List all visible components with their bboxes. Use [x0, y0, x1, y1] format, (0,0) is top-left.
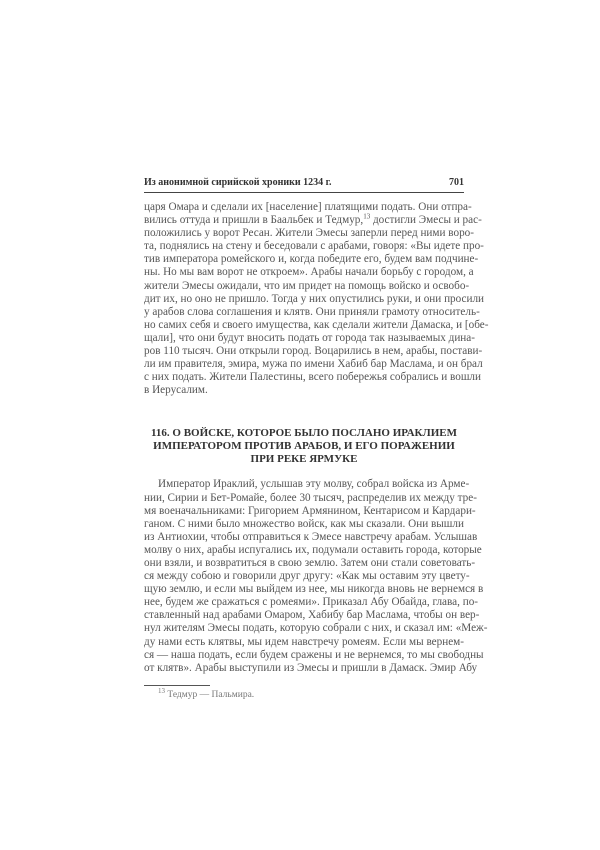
text-segment: вились оттуда и пришли в Баальбек и Тедмур, [144, 214, 364, 227]
text-line: у арабов слова соглашения и клятв. Они приняли грамоту относитель- [144, 305, 480, 318]
text-line: в Иерусалим. [144, 384, 208, 397]
page-number: 701 [449, 177, 464, 188]
text-line: с них подать. Жители Палестины, всего побережья собрались и вошли [144, 371, 482, 384]
footnote [144, 686, 464, 700]
text-line: молву о них, арабы испугались их, подумали оставить города, которые [144, 543, 482, 556]
heading-line: 116. О ВОЙСКЕ, КОТОРОЕ БЫЛО ПОСЛАНО ИРАКЛИЕМ [151, 427, 457, 440]
text-line [144, 212, 482, 227]
text-line: мя военачальниками: Григорием Армянином, Кентарисом и Кардари- [144, 504, 476, 517]
text-line: ся между собою и говорили друг другу: «Как мы оставим эту цвету- [144, 570, 470, 583]
running-title: Из анонимной сирийской хроники 1234 г. [144, 177, 332, 188]
chapter-heading [144, 427, 464, 466]
footnote-rule [144, 685, 210, 686]
paragraph-1 [144, 201, 489, 397]
text-line: нее, будем же сражаться с ромеями». Приказал Абу Обайда, глава, по- [144, 596, 479, 609]
book-page [144, 176, 489, 700]
text-line: из Антиохии, чтобы отправиться к Эмесе навстречу арабам. Услышав [144, 530, 478, 543]
text-line: но самих себя и своего имущества, как сделали жители Дамаска, и [обе- [144, 318, 489, 331]
text-line: ны. Но мы вам ворот не откроем». Арабы начали борьбу с городом, а [144, 266, 474, 279]
text-line: они взяли, и возвратиться в свою землю. Затем они стали советовать- [144, 556, 476, 569]
text-line: нии, Сирии и Бет-Ромайе, более 30 тысяч, распределив их между тре- [144, 491, 477, 504]
text-line: царя Омара и сделали их [население] платящими подать. Они отпра- [144, 201, 472, 213]
running-header [144, 176, 464, 189]
text-segment: достигли Эмесы и рас- [370, 214, 482, 227]
footnote-marker: 13 [158, 686, 165, 695]
footnote-text: Тедмур — Пальмира. [165, 689, 255, 700]
text-line: ли им правителя, эмира, мужа по имени Хабиб бар Маслама, и он брал [144, 358, 483, 371]
text-line: ганом. С ними было множество войск, как мы сказали. Они вышли [144, 517, 464, 530]
header-rule [144, 192, 464, 193]
text-line: ся — наша подать, если будем сражены и не вернемся, то мы свободны [144, 648, 484, 661]
heading-line: ПРИ РЕКЕ ЯРМУКЕ [250, 453, 358, 466]
text-line: дит их, но оно не пришло. Тогда у них опустились руки, и они просили [144, 292, 485, 305]
text-line: жители Эмесы ожидали, что им придет на помощь войско и освобо- [144, 279, 470, 292]
text-line: ставленный над арабами Омаром, Хабибу бар Маслама, чтобы он вер- [144, 609, 480, 622]
text-line: ров 110 тысяч. Они открыли город. Воцарились в нем, арабы, постави- [144, 345, 483, 358]
text-line: от клятв». Арабы выступили из Эмесы и пришли в Дамаск. Эмир Абу [144, 661, 478, 674]
paragraph-2 [144, 478, 488, 674]
text-line: Император Ираклий, услышав эту молву, собрал войска из Арме- [158, 478, 470, 491]
text-line: нул жителям Эмесы подать, которую собрали с них, и сказал им: «Меж- [144, 622, 488, 635]
text-line: щую землю, и если мы выйдем из нее, мы никогда вновь не вернемся в [144, 583, 484, 596]
heading-line: ИМПЕРАТОРОМ ПРОТИВ АРАБОВ, И ЕГО ПОРАЖЕНИИ [153, 440, 455, 453]
text-line: щали], что они будут вносить подать от города так называемых дина- [144, 331, 475, 344]
text-line: тив императора ромейского и, когда победите его, будем вам подчине- [144, 253, 479, 266]
text-line: ду нами есть клятвы, мы идем навстречу ромеям. Если мы вернем- [144, 635, 464, 648]
footnote-ref[interactable]: 13 [363, 212, 371, 221]
text-line: положились у ворот Ресан. Жители Эмесы заперли перед ними воро- [144, 227, 474, 240]
text-line: та, поднялись на стену и беседовали с арабами, говоря: «Вы идете про- [144, 240, 484, 253]
